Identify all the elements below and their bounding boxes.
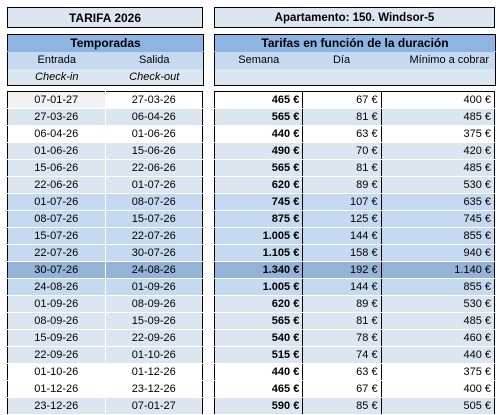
week-rate-cell: 515 € <box>215 347 303 364</box>
rate-row <box>215 296 495 313</box>
exit-date-cell: 15-06-26 <box>105 143 203 160</box>
exit-date-cell: 24-08-26 <box>105 262 203 279</box>
rate-row <box>215 313 495 330</box>
rates-subheader-spacer <box>215 69 496 86</box>
entry-date-cell: 15-09-26 <box>8 330 106 347</box>
season-row <box>8 398 203 415</box>
minimum-charge-cell: 485 € <box>381 160 494 177</box>
day-rate-cell: 89 € <box>303 177 381 194</box>
minimum-charge-cell: 485 € <box>381 313 494 330</box>
day-rate-cell: 67 € <box>303 381 381 398</box>
season-row <box>8 313 203 330</box>
week-rate-cell: 565 € <box>215 160 303 177</box>
seasons-title: Temporadas <box>8 35 204 52</box>
day-rate-cell: 144 € <box>303 228 381 245</box>
exit-date-cell: 15-09-26 <box>105 313 203 330</box>
minimum-charge-cell: 530 € <box>381 177 494 194</box>
day-rate-cell: 144 € <box>303 279 381 296</box>
week-rate-cell: 565 € <box>215 109 303 126</box>
week-rate-cell: 1.005 € <box>215 228 303 245</box>
rate-row <box>215 398 495 415</box>
day-rate-cell: 85 € <box>303 398 381 415</box>
rate-row <box>215 109 495 126</box>
seasons-table <box>7 91 203 415</box>
check-in-label: Check-in <box>8 69 106 86</box>
week-rate-cell: 465 € <box>215 92 303 109</box>
tariff-title: TARIFA 2026 <box>7 7 203 28</box>
season-row <box>8 92 203 109</box>
season-row <box>8 160 203 177</box>
entry-date-cell: 01-07-26 <box>8 194 106 211</box>
minimum-charge-cell: 505 € <box>381 398 494 415</box>
apartment-title: Apartamento: 150. Windsor-5 <box>214 7 495 28</box>
exit-date-cell: 22-09-26 <box>105 330 203 347</box>
minimum-charge-cell: 400 € <box>381 381 494 398</box>
minimum-charge-cell: 530 € <box>381 296 494 313</box>
entry-date-cell: 08-07-26 <box>8 211 106 228</box>
check-out-label: Check-out <box>106 69 204 86</box>
season-row <box>8 126 203 143</box>
week-rate-cell: 540 € <box>215 330 303 347</box>
season-row <box>8 381 203 398</box>
minimum-charge-cell: 855 € <box>381 279 494 296</box>
exit-date-cell: 22-06-26 <box>105 160 203 177</box>
entry-date-cell: 23-12-26 <box>8 398 106 415</box>
entry-date-cell: 30-07-26 <box>8 262 106 279</box>
minimum-charge-cell: 855 € <box>381 228 494 245</box>
exit-date-cell: 08-09-26 <box>105 296 203 313</box>
minimum-charge-cell: 440 € <box>381 347 494 364</box>
day-rate-cell: 89 € <box>303 296 381 313</box>
rate-row <box>215 245 495 262</box>
entry-date-cell: 22-07-26 <box>8 245 106 262</box>
day-rate-cell: 81 € <box>303 109 381 126</box>
minimum-charge-cell: 1.140 € <box>381 262 494 279</box>
rates-title: Tarifas en función de la duración <box>215 35 496 52</box>
season-row <box>8 330 203 347</box>
exit-date-cell: 01-10-26 <box>105 347 203 364</box>
entry-date-cell: 08-09-26 <box>8 313 106 330</box>
season-row <box>8 194 203 211</box>
season-row <box>8 364 203 381</box>
rate-row <box>215 228 495 245</box>
season-row <box>8 177 203 194</box>
rate-row <box>215 364 495 381</box>
day-rate-cell: 81 € <box>303 313 381 330</box>
rate-row <box>215 211 495 228</box>
day-rate-cell: 70 € <box>303 143 381 160</box>
season-row <box>8 279 203 296</box>
season-row <box>8 245 203 262</box>
entry-date-cell: 15-06-26 <box>8 160 106 177</box>
day-rate-cell: 67 € <box>303 92 381 109</box>
minimum-charge-cell: 635 € <box>381 194 494 211</box>
day-rate-cell: 63 € <box>303 364 381 381</box>
minimum-charge-cell: 460 € <box>381 330 494 347</box>
week-rate-cell: 620 € <box>215 177 303 194</box>
exit-date-cell: 01-12-26 <box>105 364 203 381</box>
exit-date-cell: 22-07-26 <box>105 228 203 245</box>
exit-date-cell: 01-06-26 <box>105 126 203 143</box>
exit-date-cell: 27-03-26 <box>105 92 203 109</box>
week-rate-cell: 745 € <box>215 194 303 211</box>
minimum-column-header: Mínimo a cobrar <box>381 52 496 69</box>
minimum-charge-cell: 485 € <box>381 109 494 126</box>
week-rate-cell: 440 € <box>215 364 303 381</box>
day-column-header: Día <box>303 52 381 69</box>
season-row <box>8 228 203 245</box>
minimum-charge-cell: 940 € <box>381 245 494 262</box>
rate-row <box>215 126 495 143</box>
entry-date-cell: 01-10-26 <box>8 364 106 381</box>
exit-date-cell: 01-07-26 <box>105 177 203 194</box>
seasons-header <box>7 34 204 86</box>
rate-row <box>215 160 495 177</box>
entry-date-cell: 01-06-26 <box>8 143 106 160</box>
exit-date-cell: 06-04-26 <box>105 109 203 126</box>
day-rate-cell: 192 € <box>303 262 381 279</box>
week-rate-cell: 1.005 € <box>215 279 303 296</box>
exit-column-header: Salida <box>106 52 204 69</box>
rate-row <box>215 381 495 398</box>
season-row <box>8 109 203 126</box>
rate-row <box>215 194 495 211</box>
day-rate-cell: 107 € <box>303 194 381 211</box>
rate-row <box>215 347 495 364</box>
day-rate-cell: 81 € <box>303 160 381 177</box>
entry-date-cell: 06-04-26 <box>8 126 106 143</box>
entry-date-cell: 07-01-27 <box>8 92 106 109</box>
season-row <box>8 347 203 364</box>
day-rate-cell: 63 € <box>303 126 381 143</box>
day-rate-cell: 74 € <box>303 347 381 364</box>
entry-date-cell: 22-09-26 <box>8 347 106 364</box>
rate-row <box>215 262 495 279</box>
week-rate-cell: 590 € <box>215 398 303 415</box>
exit-date-cell: 07-01-27 <box>105 398 203 415</box>
entry-date-cell: 01-12-26 <box>8 381 106 398</box>
rate-row <box>215 177 495 194</box>
exit-date-cell: 23-12-26 <box>105 381 203 398</box>
minimum-charge-cell: 400 € <box>381 92 494 109</box>
week-rate-cell: 440 € <box>215 126 303 143</box>
entry-column-header: Entrada <box>8 52 106 69</box>
rate-row <box>215 330 495 347</box>
week-rate-cell: 565 € <box>215 313 303 330</box>
minimum-charge-cell: 745 € <box>381 211 494 228</box>
exit-date-cell: 01-09-26 <box>105 279 203 296</box>
season-row <box>8 296 203 313</box>
week-column-header: Semana <box>215 52 303 69</box>
week-rate-cell: 1.105 € <box>215 245 303 262</box>
season-row <box>8 262 203 279</box>
entry-date-cell: 01-09-26 <box>8 296 106 313</box>
exit-date-cell: 30-07-26 <box>105 245 203 262</box>
entry-date-cell: 22-06-26 <box>8 177 106 194</box>
day-rate-cell: 78 € <box>303 330 381 347</box>
rates-header <box>214 34 496 86</box>
entry-date-cell: 24-08-26 <box>8 279 106 296</box>
minimum-charge-cell: 375 € <box>381 126 494 143</box>
entry-date-cell: 27-03-26 <box>8 109 106 126</box>
rates-table <box>214 91 495 415</box>
week-rate-cell: 465 € <box>215 381 303 398</box>
rate-row <box>215 92 495 109</box>
entry-date-cell: 15-07-26 <box>8 228 106 245</box>
day-rate-cell: 158 € <box>303 245 381 262</box>
exit-date-cell: 15-07-26 <box>105 211 203 228</box>
season-row <box>8 211 203 228</box>
day-rate-cell: 125 € <box>303 211 381 228</box>
exit-date-cell: 08-07-26 <box>105 194 203 211</box>
week-rate-cell: 620 € <box>215 296 303 313</box>
rate-row <box>215 279 495 296</box>
week-rate-cell: 875 € <box>215 211 303 228</box>
season-row <box>8 143 203 160</box>
week-rate-cell: 490 € <box>215 143 303 160</box>
minimum-charge-cell: 375 € <box>381 364 494 381</box>
week-rate-cell: 1.340 € <box>215 262 303 279</box>
minimum-charge-cell: 420 € <box>381 143 494 160</box>
rate-row <box>215 143 495 160</box>
